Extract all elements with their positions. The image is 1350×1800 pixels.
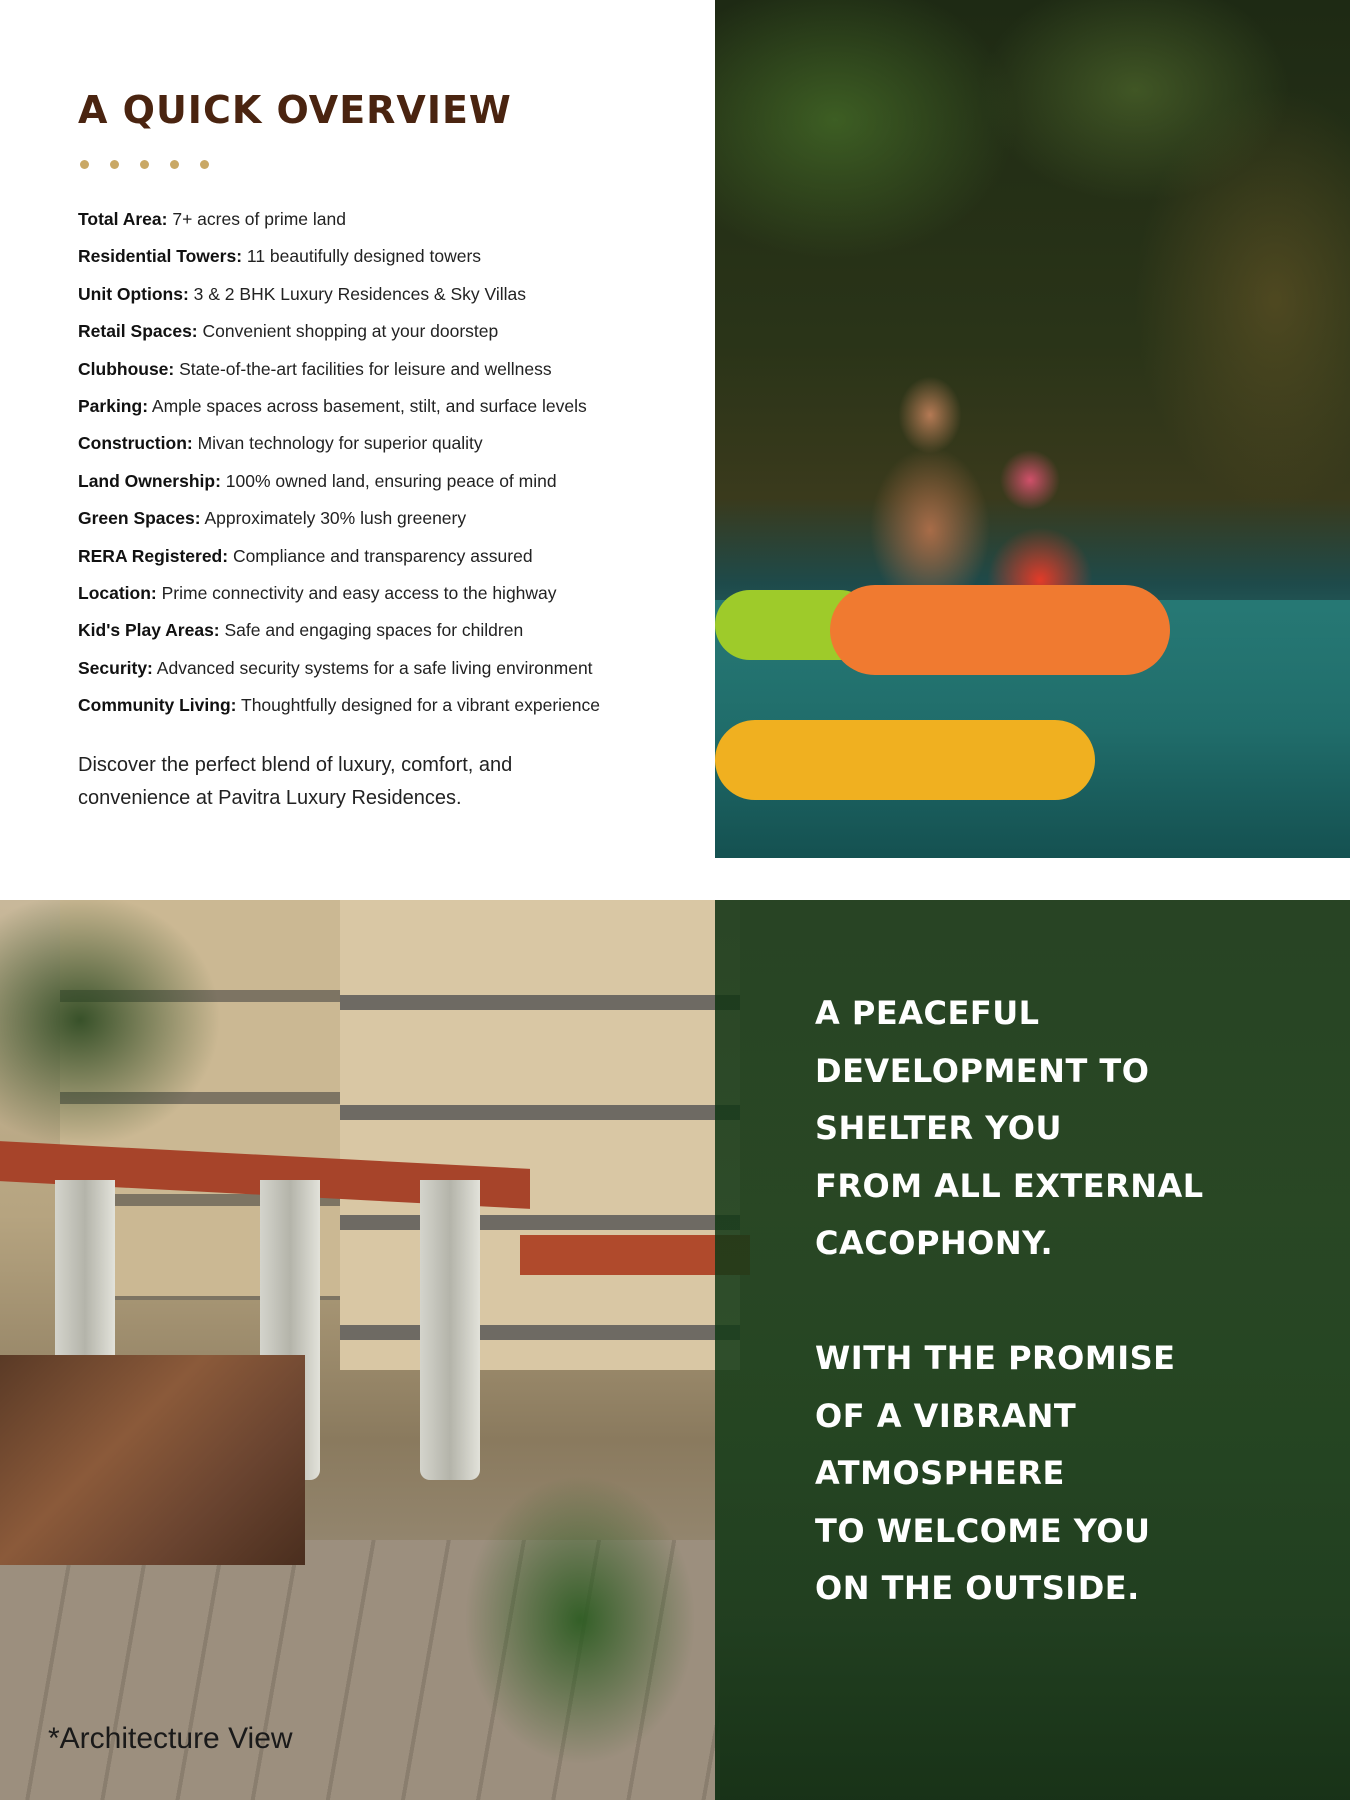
feature-parking [78,388,698,425]
dot-icon [80,160,89,169]
closing-statement: Discover the perfect blend of luxury, comfort, and convenience at Pavitra Luxury Residences. [78,753,513,809]
feature-value: Ample spaces across basement, stilt, and surface levels [148,396,587,417]
feature-value: Compliance and transparency assured [228,545,533,566]
tagline-line: ON THE OUTSIDE. [815,1569,1140,1607]
overview-panel [78,88,698,815]
feature-land-ownership [78,463,698,500]
feature-label: Clubhouse: [78,358,175,379]
tagline-line: A PEACEFUL [815,994,1040,1032]
feature-label: Unit Options: [78,283,189,304]
marble-wall [0,1355,305,1565]
feature-rera-registered [78,538,698,575]
feature-value: 7+ acres of prime land [167,209,346,229]
feature-unit-options [78,276,698,313]
feature-construction [78,425,698,462]
feature-value: Approximately 30% lush greenery [200,508,467,529]
orange-float [830,585,1170,675]
feature-community-living [78,687,698,724]
feature-label: Security: [78,657,153,678]
feature-label: Total Area: [78,209,168,229]
feature-value: Convenient shopping at your doorstep [197,321,499,342]
feature-label: Green Spaces: [78,508,201,529]
decorative-dots [80,160,698,169]
tagline [815,985,1335,1618]
feature-retail-spaces [78,313,698,350]
tagline-line: DEVELOPMENT TO [815,1051,1150,1090]
feature-value: Mivan technology for superior quality [192,433,483,454]
tagline-line: OF A VIBRANT [815,1396,1077,1435]
garden-plants [420,1400,740,1800]
overview-title: A QUICK OVERVIEW [78,88,512,132]
feature-label: Location: [78,583,157,604]
feature-value: Advanced security systems for a safe living environment [152,657,593,678]
feature-value: Safe and engaging spaces for children [219,620,524,641]
dot-icon [170,160,179,169]
feature-kids-play-areas [78,612,698,649]
feature-value: 3 & 2 BHK Luxury Residences & Sky Villas [188,283,527,304]
feature-value: 100% owned land, ensuring peace of mind [220,470,557,491]
paragraph-gap [815,1273,1335,1331]
building-tower [340,900,740,1370]
architecture-caption: *Architecture View [48,1722,293,1755]
feature-green-spaces [78,500,698,537]
tagline-line: WITH THE PROMISE [815,1339,1176,1377]
feature-value: State-of-the-art facilities for leisure and wellness [174,358,552,379]
feature-total-area [78,201,698,238]
feature-label: RERA Registered: [78,545,229,566]
tagline-line: SHELTER YOU [815,1109,1062,1147]
feature-value: 11 beautifully designed towers [242,246,482,267]
dot-icon [200,160,209,169]
tagline-line: FROM ALL EXTERNAL [815,1166,1204,1205]
feature-label: Retail Spaces: [78,321,198,342]
feature-label: Land Ownership: [78,470,221,491]
tagline-line: ATMOSPHERE [815,1454,1065,1492]
feature-label: Construction: [78,433,193,454]
feature-list [78,201,698,725]
feature-label: Residential Towers: [78,246,243,267]
tagline-line: TO WELCOME YOU [815,1511,1151,1550]
feature-label: Kid's Play Areas: [78,620,220,641]
tagline-line: CACOPHONY. [815,1224,1054,1262]
feature-clubhouse [78,351,698,388]
feature-value: Prime connectivity and easy access to the highway [156,583,557,604]
dot-icon [110,160,119,169]
dot-icon [140,160,149,169]
feature-security [78,650,698,687]
feature-label: Community Living: [78,695,237,716]
pool-photo [715,0,1350,858]
yellow-float [715,720,1095,800]
feature-label: Parking: [78,396,149,417]
feature-residential-towers [78,238,698,275]
feature-value: Thoughtfully designed for a vibrant experience [236,695,600,716]
feature-location [78,575,698,612]
